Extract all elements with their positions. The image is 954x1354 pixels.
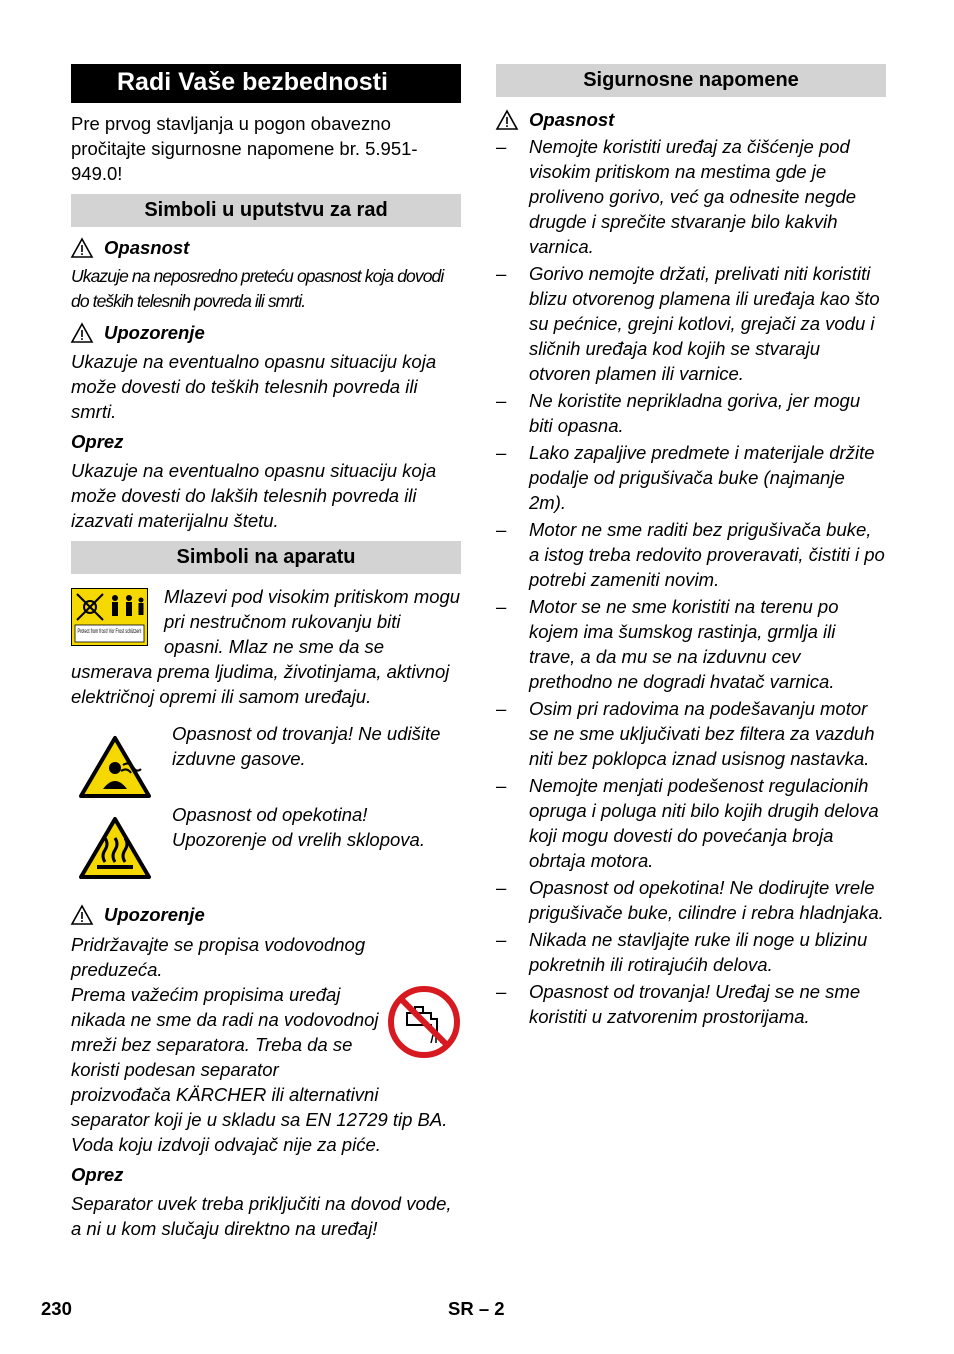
list-item xyxy=(496,875,886,925)
list-item-text: Nemojte menjati podešenost regulacionih opruga i poluga niti bilo kojih drugih delova koji mogu dovesti do povećanja broja obrtaja motora. xyxy=(529,775,879,871)
list-item-text: Nemojte koristiti uređaj za čišćenje pod visokim pritiskom na mestima gde je proliveno gorivo, već ga odnesite negde drugde i sprečite stvaranje bilo kakvih varnica. xyxy=(529,136,857,257)
toxic-exhaust-hazard-icon xyxy=(79,735,151,799)
water-warning-label-row xyxy=(71,902,461,927)
list-item xyxy=(496,134,886,259)
water-rule-text: Pridržavajte se propisa vodovodnog preduzeća. xyxy=(71,934,366,980)
dash-bullet: – xyxy=(496,263,507,284)
list-item xyxy=(496,517,886,592)
jet-warning-block xyxy=(71,584,461,709)
burn-warning-block xyxy=(71,804,461,886)
section-heading-safety-notes: Sigurnosne napomene xyxy=(496,64,886,97)
warning-triangle-icon xyxy=(71,905,93,925)
danger-label: Opasnost xyxy=(104,237,190,258)
page-number: 230 xyxy=(41,1298,72,1319)
list-item xyxy=(496,261,886,386)
intro-text: Pre prvog stavljanja u pogon obavezno pročitajte sigurnosne napomene br. 5.951-949.0! xyxy=(71,113,418,184)
right-danger-label-row xyxy=(496,107,886,132)
warning-description: Ukazuje na eventualno opasnu situaciju koja može dovesti do teških telesnih povreda ili smrti. xyxy=(71,351,437,422)
dash-bullet: – xyxy=(496,981,507,1002)
list-item-text: Ne koristite neprikladna goriva, jer mogu biti opasna. xyxy=(529,390,861,436)
dash-bullet: – xyxy=(496,519,507,540)
list-item-text: Opasnost od opekotina! Ne dodirujte vrele prigušivače buke, cilindre i rebra hladnjaka. xyxy=(529,877,884,923)
water-caution-text: Separator uvek treba priključiti na dovod vode, a ni u kom slučaju direktno na uređaj! xyxy=(71,1193,452,1239)
dash-bullet: – xyxy=(496,775,507,796)
list-item xyxy=(496,979,886,1029)
page-title: Radi Vaše bezbednosti xyxy=(71,64,461,103)
list-item-text: Motor se ne sme koristiti na terenu po kojem ima šumskog rastinja, grmlja ili trave, a da mu se na izduvnu cev prethodno ne dogradi hvatač varnica. xyxy=(529,596,839,692)
list-item-text: Nikada ne stavljajte ruke ili noge u blizinu pokretnih ili rotirajućih delova. xyxy=(529,929,868,975)
section-heading-manual-symbols: Simboli u uputstvu za rad xyxy=(71,194,461,227)
list-item-text: Opasnost od trovanja! Uređaj se ne sme koristiti u zatvorenim prostorijama. xyxy=(529,981,861,1027)
label-caption: Protect from frost! Vor Frost schützen! xyxy=(77,629,142,635)
list-item xyxy=(496,927,886,977)
caution-description: Ukazuje na eventualno opasnu situaciju koja može dovesti do lakših telesnih povreda ili izazvati materijalnu štetu. xyxy=(71,460,437,531)
water-warning-label: Upozorenje xyxy=(104,904,205,925)
warning-triangle-icon xyxy=(496,110,518,130)
poison-warning-block xyxy=(71,723,461,799)
right-column xyxy=(496,64,886,1031)
separator-text: Prema važećim propisima uređaj nikada ne sme da radi na vodovodnoj mreži bez separatora. Treba da se koristi podesan separator proizvođača KÄRCHER ili alternativni separator koji je u skladu sa EN 12729 tip BA. Voda koju izdvoji odvajač nije za piće. xyxy=(71,984,448,1155)
dash-bullet: – xyxy=(496,136,507,157)
poison-warning-text: Opasnost od trovanja! Ne udišite izduvne gasove. xyxy=(172,723,441,769)
dash-bullet: – xyxy=(496,596,507,617)
list-item-text: Osim pri radovima na podešavanju motor se ne sme uključivati bez filtera za vazduh niti bez poklopca iznad usisnog nastavka. xyxy=(529,698,875,769)
list-item xyxy=(496,696,886,771)
warning-triangle-icon xyxy=(71,323,93,343)
jet-warning-text: Mlazevi pod visokim pritiskom mogu pri nestručnom rukovanju biti opasni. Mlaz ne sme da se usmerava prema ljudima, životinjama, aktivnoj električnoj opremi ili samom uređaju. xyxy=(71,586,461,707)
list-item xyxy=(496,773,886,873)
section-code: SR – 2 xyxy=(448,1298,505,1319)
list-item-text: Motor ne sme raditi bez prigušivača buke, a istog treba redovito proveravati, čistiti i po potrebi zameniti novim. xyxy=(529,519,885,590)
list-item-text: Lako zapaljive predmete i materijale držite podalje od prigušivača buke (najmanje 2m). xyxy=(529,442,875,513)
hot-surface-hazard-icon xyxy=(79,816,151,880)
warning-label-row xyxy=(71,320,461,345)
list-item xyxy=(496,594,886,694)
safety-notes-list xyxy=(496,134,886,1029)
dash-bullet: – xyxy=(496,390,507,411)
left-column xyxy=(71,64,461,1241)
list-item-text: Gorivo nemojte držati, prelivati niti koristiti blizu otvorenog plamena ili uređaja kao što su pećnice, grejni kotlovi, grejači za vodu i sličnih uređaja kod kojih se stvaraju otvoren plamen ili varnice. xyxy=(529,263,880,384)
dash-bullet: – xyxy=(496,698,507,719)
burn-warning-text: Opasnost od opekotina! Upozorenje od vrelih sklopova. xyxy=(172,804,425,850)
dash-bullet: – xyxy=(496,442,507,463)
list-item xyxy=(496,388,886,438)
water-caution-label: Oprez xyxy=(71,1164,124,1185)
dash-bullet: – xyxy=(496,929,507,950)
section-heading-device-symbols: Simboli na aparatu xyxy=(71,541,461,574)
separator-block xyxy=(71,982,461,1157)
no-drinking-water-icon xyxy=(387,985,461,1059)
warning-triangle-icon xyxy=(71,238,93,258)
warning-label: Upozorenje xyxy=(104,322,205,343)
right-danger-label: Opasnost xyxy=(529,109,615,130)
danger-description: Ukazuje na neposredno preteću opasnost koja dovodi do teških telesnih povreda ili smrti. xyxy=(71,266,444,311)
high-pressure-jet-label-icon xyxy=(71,588,148,646)
list-item xyxy=(496,440,886,515)
dash-bullet: – xyxy=(496,877,507,898)
caution-label: Oprez xyxy=(71,431,124,452)
danger-label-row xyxy=(71,235,461,260)
